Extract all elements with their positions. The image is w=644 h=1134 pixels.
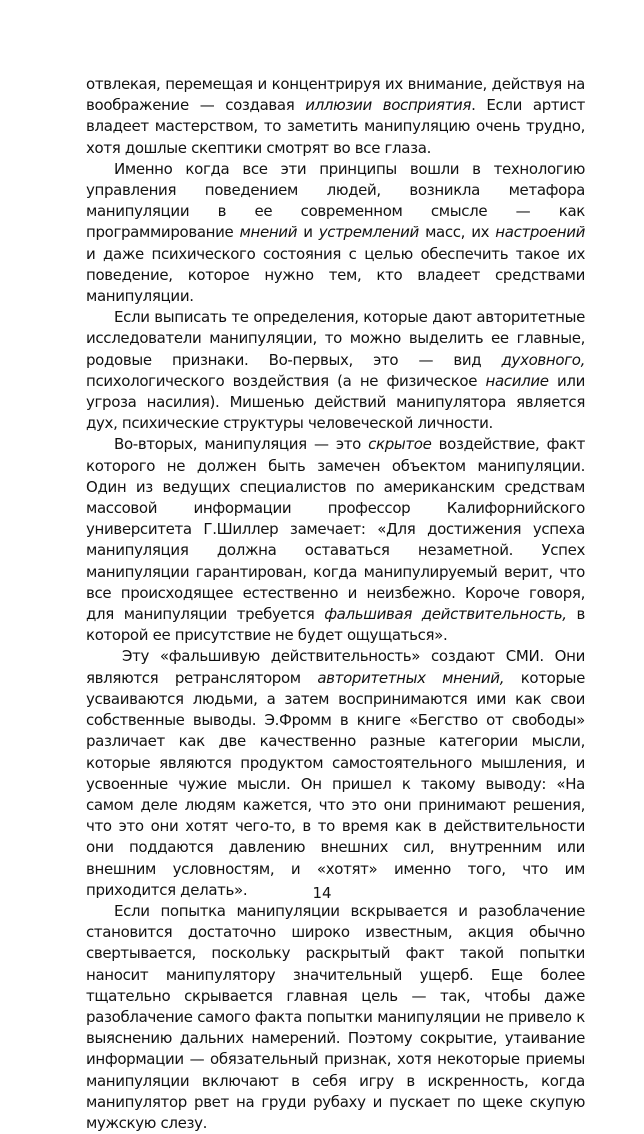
italic-run: мнений: [239, 223, 298, 242]
paragraph-p2: [86, 159, 585, 307]
italic-run: настроений: [495, 223, 585, 242]
text-run: в которой ее присутствие не будет ощущаться».: [86, 605, 585, 645]
text-run: . Если артист владеет мастерством, то заметить манипуляцию очень трудно, хотя дошлые скептики смотрят во все глаза.: [86, 96, 585, 157]
text-run: отвлекая, перемещая и концентрируя их внимание, действуя на воображение — создавая: [86, 75, 585, 115]
text-run: и даже психического состояния с целью обеспечить такое их поведение, которое нужно тем, кто владеет средствами манипуляции.: [86, 244, 585, 306]
italic-run: фальшивая действительность,: [324, 605, 567, 624]
paragraph-p3: [86, 307, 585, 434]
text-run: Эту «фальшивую действительность» создают СМИ. Они являются ретранслятором: [86, 647, 585, 687]
text-run: Если попытка манипуляции вскрывается и разоблачение становится достаточно широко известным, акция обычно свертывается, поскольку раскрытый факт такой попытки наносит манипулятору значительный ущерб. Еще более тщательно скрывается главная цель — так, чтобы даже разоблачение самого факта попытки манипуляции не привело к выяснению дальних намерений. Поэтому сокрытие, утаивание информации — обязательный признак, хотя некоторые приемы манипуляции включают в себя игру в искренность, когда манипулятор рвет на груди рубаху и пускает по щеке скупую мужскую слезу.: [86, 901, 585, 1132]
italic-run: скрытое: [368, 435, 432, 454]
paragraph-p4: [86, 434, 585, 646]
italic-run: авторитетных мнений,: [317, 668, 505, 687]
italic-run: насилие: [485, 371, 549, 390]
italic-run: устремлений: [318, 223, 419, 242]
text-run: Именно когда все эти принципы вошли в технологию управления поведением людей, возникла метафора манипуляции в ее современном смысле — как программирование: [86, 159, 585, 242]
paragraph-p5: [86, 646, 585, 900]
italic-run: духовного,: [501, 350, 585, 369]
paragraph-p6: [86, 901, 585, 1134]
text-run: воздействие, факт которого не должен быть замечен объектом манипуляции. Один из ведущих специалистов по американским средствам массовой информации профессор Калифорнийского университета Г.Шиллер замечает: «Для достижения успеха манипуляция должна оставаться незаметной. Успех манипуляции гарантирован, когда манипулируемый верит, что все происходящее естественно и неизбежно. Короче говоря, для манипуляции требуется: [86, 435, 585, 624]
italic-run: иллюзии восприятия: [305, 96, 472, 115]
text-run: и: [297, 223, 319, 242]
text-run: психологического воздействия (а не физическое: [86, 371, 486, 390]
page-number: 14: [312, 884, 332, 902]
text-run: Во-вторых, манипуляция — это: [114, 435, 369, 454]
text-run: или угроза насилия). Мишенью действий манипулятора является дух, психические структуры человеческой личности.: [86, 371, 586, 433]
text-run: Если выписать те определения, которые дают авторитетные исследователи манипуляции, то можно выделить ее главные, родовые признаки. Во-первых, это — вид: [86, 308, 585, 369]
text-run: масс, их: [418, 223, 496, 242]
text-run: которые усваиваются людьми, а затем воспринимаются ими как свои собственные выводы. Э.Фромм в книге «Бегство от свободы» различает как две качественно разные категории мысли, которые являются продуктом самостоятельного мышления, и усвоенные чужие мысли. Он пришел к такому выводу: «На самом деле людям кажется, что это они принимают решения, что это они хотят чего-то, в то время как в действительности они поддаются давлению внешних сил, внутренним или внешним условностям, и «хотят» именно того, что им приходится делать».: [86, 668, 585, 899]
body-text: [86, 74, 585, 1134]
paragraph-p1: [86, 74, 585, 159]
